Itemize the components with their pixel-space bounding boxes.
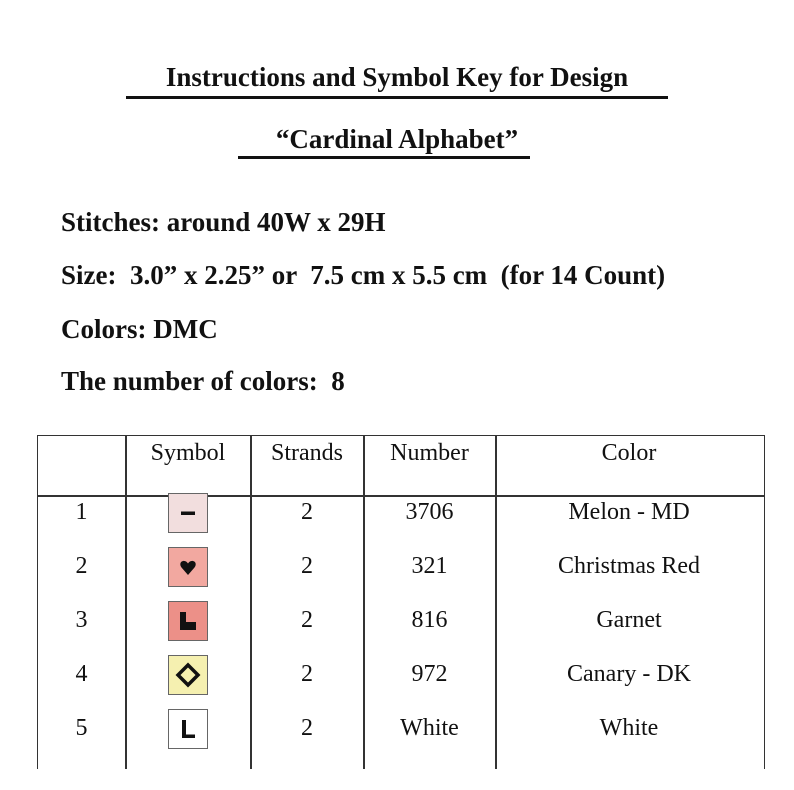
color-count-info: The number of colors: 8: [61, 366, 345, 396]
row-number: White: [400, 715, 459, 741]
symbol-key-table: [37, 435, 765, 769]
colors-info: Colors: DMC: [61, 314, 218, 344]
row-index: 2: [75, 553, 88, 579]
header-color: Color: [601, 440, 657, 466]
dash-icon: [168, 493, 208, 533]
row-color: Melon - MD: [568, 499, 690, 525]
stitches-info: Stitches: around 40W x 29H: [61, 207, 386, 237]
row-color: Christmas Red: [558, 553, 700, 579]
column-divider: [125, 436, 127, 769]
row-color: Canary - DK: [567, 661, 691, 687]
row-index: 3: [75, 607, 88, 633]
header-symbol: Symbol: [150, 440, 226, 466]
row-color: White: [599, 715, 659, 741]
row-color: Garnet: [596, 607, 662, 633]
header-number: Number: [390, 440, 469, 466]
row-number: 972: [411, 661, 448, 687]
row-strands: 2: [301, 661, 313, 687]
corner-block-icon: [168, 601, 208, 641]
row-strands: 2: [301, 607, 313, 633]
row-number: 321: [411, 553, 448, 579]
title-underline: [126, 96, 668, 99]
row-strands: 2: [301, 499, 313, 525]
header-strands: Strands: [271, 440, 343, 466]
row-number: 816: [411, 607, 448, 633]
row-index: 1: [75, 499, 88, 525]
row-index: 5: [75, 715, 88, 741]
design-name-underline: [238, 156, 530, 159]
row-index: 4: [75, 661, 88, 687]
heart-icon: [168, 547, 208, 587]
row-strands: 2: [301, 553, 313, 579]
letter-l-icon: [168, 709, 208, 749]
row-number: 3706: [405, 499, 454, 525]
document-title: Instructions and Symbol Key for Design: [165, 62, 629, 92]
design-name: “Cardinal Alphabet”: [275, 124, 519, 154]
size-info: Size: 3.0” x 2.25” or 7.5 cm x 5.5 cm (for 14 Count): [61, 260, 666, 290]
row-strands: 2: [301, 715, 313, 741]
diamond-outline-icon: [168, 655, 208, 695]
